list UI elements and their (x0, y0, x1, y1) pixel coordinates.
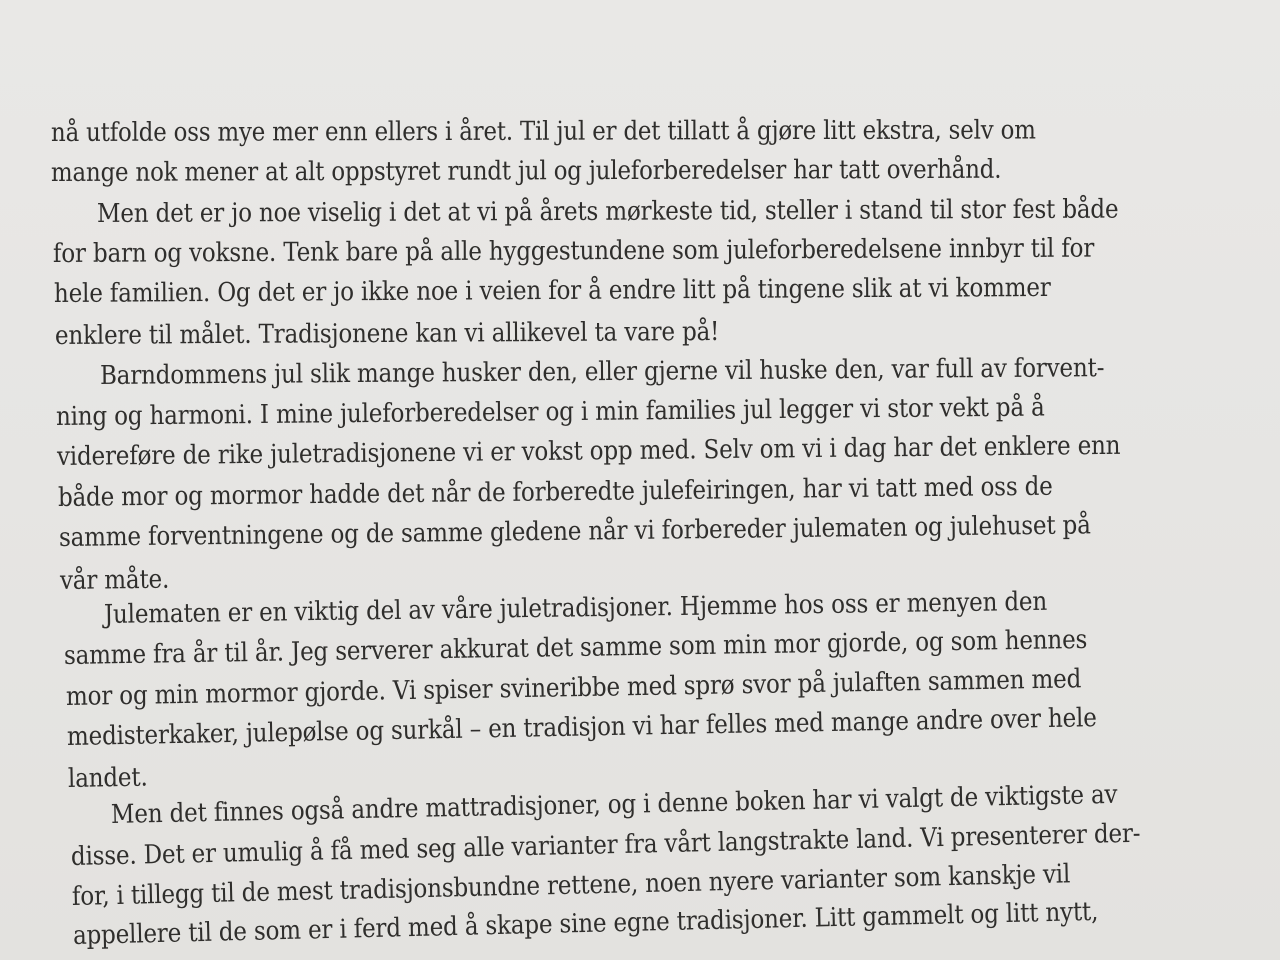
text-line: appellere til de som er i ferd med å skape sine egne tradisjoner. Litt gammelt og litt nytt, (72, 896, 1099, 951)
text-line: samme forventningene og de samme gledene når vi forbereder julematen og julehuset på (58, 510, 1091, 553)
text-line: både mor og mormor hadde det når de forberedte julefeiringen, har vi tatt med oss de (57, 471, 1053, 513)
text-line: Julematen er en viktig del av våre juletradisjoner. Hjemme hos oss er menyen den (103, 586, 1048, 630)
text-line: Barndommens jul slik mange husker den, eller gjerne vil huske den, var full av forvent- (99, 353, 1105, 391)
text-line: for, i tillegg til de mest tradisjonsbundne rettene, noen nyere varianter som kanskje vil (71, 859, 1071, 912)
text-line: landet. (67, 762, 148, 794)
text-line: vår måte. (59, 564, 170, 596)
text-line: ning og harmoni. I mine juleforberedelser og i min families jul legger vi stor vekt på å (55, 392, 1045, 432)
text-line: Men det er jo noe viselig i det at vi på årets mørkeste tid, steller i stand til stor fest både (96, 194, 1119, 229)
text-line: mange nok mener at alt oppstyret rundt jul og juleforberedelser har tatt overhånd. (50, 154, 1002, 188)
text-line: mor og min mormor gjorde. Vi spiser svineribbe med sprø svor på julaften sammen med (65, 664, 1082, 712)
text-line: for barn og voksne. Tenk bare på alle hyggestundene som juleforberedelsene innbyr til for (52, 233, 1095, 269)
text-line: enklere til målet. Tradisjonene kan vi allikevel ta vare på! (54, 316, 720, 351)
text-line: videreføre de rike juletradisjonene vi er vokst opp med. Selv om vi i dag har det enklere enn (56, 430, 1121, 472)
text-line: Men det finnes også andre mattradisjoner, og i denne boken har vi valgt de viktigste av (110, 779, 1118, 830)
text-line: medisterkaker, julepølse og surkål – en tradisjon vi har felles med mange andre over hele (66, 703, 1097, 752)
text-line: hele familien. Og det er jo ikke noe i veien for å endre litt på tingene slik at vi kommer (53, 272, 1051, 309)
text-line: nå utfolde oss mye mer enn ellers i året. Til jul er det tillatt å gjøre litt ekstra, selv om (50, 115, 1036, 148)
text-line: disse. Det er umulig å få med seg alle varianter fra vårt langstrakte land. Vi presenterer der- (70, 818, 1141, 872)
text-line: samme fra år til år. Jeg serverer akkurat det samme som min mor gjorde, og som hennes (63, 624, 1088, 671)
